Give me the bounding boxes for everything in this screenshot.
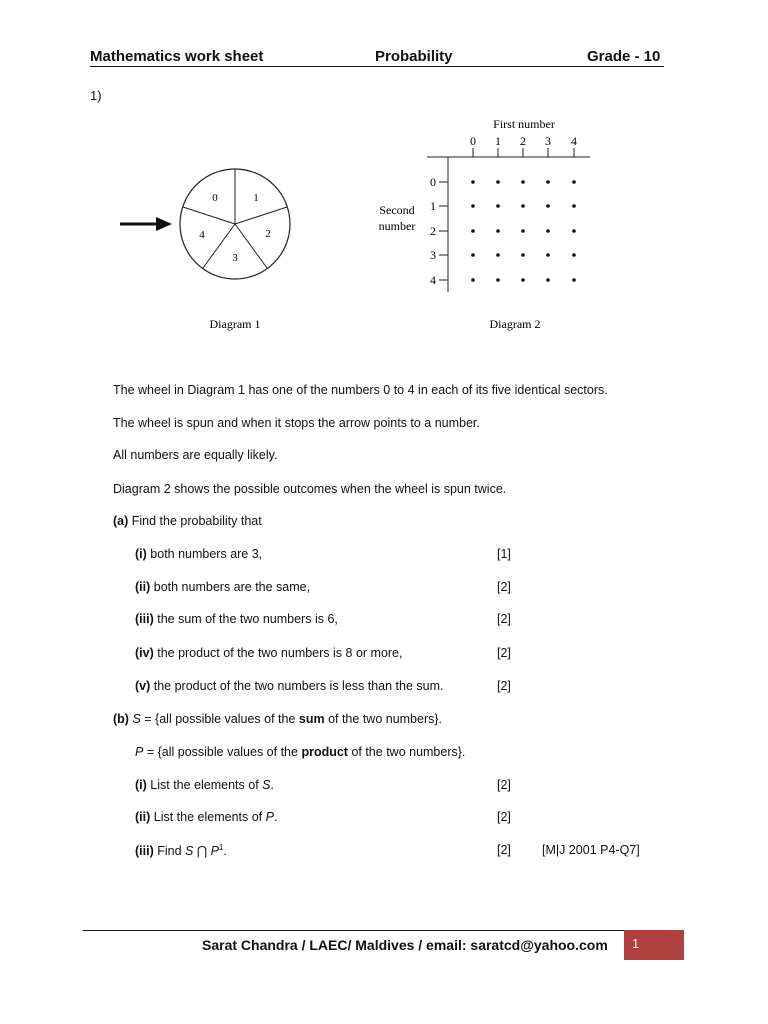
outcome-dot — [496, 204, 500, 208]
marks: [2] — [497, 646, 511, 660]
marks: [2] — [497, 612, 511, 626]
header-grade: Grade - 10 — [587, 48, 661, 65]
source-reference: [M|J 2001 P4-Q7] — [542, 843, 640, 857]
page-number-badge — [624, 930, 684, 960]
column-label: 2 — [520, 134, 526, 148]
sector-label: 2 — [265, 228, 271, 240]
marks: [2] — [497, 810, 511, 824]
marks: [2] — [497, 580, 511, 594]
outcome-dot — [572, 180, 576, 184]
outcome-dot — [496, 253, 500, 257]
set-p-definition: P = {all possible values of the product of the two numbers}. — [135, 745, 466, 759]
outcome-dot — [471, 278, 475, 282]
outcome-dot — [471, 229, 475, 233]
outcome-dot — [572, 278, 576, 282]
outcome-dot — [471, 204, 475, 208]
outcome-dot — [546, 229, 550, 233]
page-number: 1 — [632, 936, 640, 951]
marks: [2] — [497, 679, 511, 693]
footer-text: Sarat Chandra / LAEC/ Maldives / email: saratcd@yahoo.com — [202, 937, 608, 953]
row-label: 3 — [430, 248, 436, 262]
outcome-dot — [572, 204, 576, 208]
header-topic: Probability — [375, 48, 453, 65]
outcome-dot — [572, 229, 576, 233]
paragraph: Diagram 2 shows the possible outcomes when the wheel is spun twice. — [113, 482, 507, 496]
question-number: 1) — [90, 88, 102, 103]
paragraph: The wheel is spun and when it stops the arrow points to a number. — [113, 416, 480, 430]
part-b-item: (ii) List the elements of P. — [135, 810, 278, 824]
diagrams — [0, 100, 768, 350]
marks: [2] — [497, 778, 511, 792]
row-label: 0 — [430, 175, 436, 189]
outcome-dot — [546, 253, 550, 257]
side-axis-label: number — [378, 219, 416, 233]
outcome-dot — [546, 278, 550, 282]
part-a-item: (ii) both numbers are the same, — [135, 580, 311, 594]
side-axis-label: Second — [379, 203, 415, 217]
outcome-dot — [496, 229, 500, 233]
outcome-dot — [521, 229, 525, 233]
outcome-dot — [572, 253, 576, 257]
outcome-grid-diagram — [379, 117, 590, 331]
header-title: Mathematics work sheet — [90, 48, 264, 65]
diagram2-caption: Diagram 2 — [489, 317, 541, 331]
top-axis-label: First number — [493, 117, 555, 131]
pointer-arrow-icon — [120, 217, 172, 231]
part-b-item: (iii) Find S ⋂ $P^1$. — [135, 843, 227, 859]
marks: [1] — [497, 547, 511, 561]
outcome-dot — [471, 253, 475, 257]
diagram1-caption: Diagram 1 — [209, 317, 261, 331]
sector-divider — [235, 224, 267, 268]
row-label: 2 — [430, 224, 436, 238]
footer-rule — [83, 930, 684, 931]
sector-label: 0 — [212, 192, 218, 204]
part-a-heading: (a) Find the probability that — [113, 514, 262, 528]
part-a-item: (iv) the product of the two numbers is 8 or more, — [135, 646, 403, 660]
outcome-dot — [521, 253, 525, 257]
column-label: 0 — [470, 134, 476, 148]
outcome-dot — [496, 278, 500, 282]
marks: [2] — [497, 843, 511, 857]
sector-divider — [235, 207, 287, 224]
column-label: 3 — [545, 134, 551, 148]
sector-label: 1 — [253, 192, 259, 204]
wheel-diagram — [120, 169, 290, 331]
sector-divider — [183, 207, 235, 224]
column-label: 4 — [571, 134, 577, 148]
header-rule — [90, 66, 664, 67]
outcome-dot — [546, 204, 550, 208]
part-a-item: (iii) the sum of the two numbers is 6, — [135, 612, 338, 626]
row-label: 4 — [430, 273, 436, 287]
paragraph: All numbers are equally likely. — [113, 448, 278, 462]
part-b-item: (i) List the elements of S. — [135, 778, 274, 792]
outcome-dot — [521, 180, 525, 184]
outcome-dot — [471, 180, 475, 184]
part-b-heading: (b) S = {all possible values of the sum of the two numbers}. — [113, 712, 443, 726]
outcome-dot — [521, 278, 525, 282]
sector-label: 4 — [199, 229, 205, 241]
paragraph: The wheel in Diagram 1 has one of the numbers 0 to 4 in each of its five identical sectors. — [113, 383, 608, 397]
sector-divider — [203, 224, 235, 268]
outcome-dot — [496, 180, 500, 184]
outcome-dot — [546, 180, 550, 184]
sector-label: 3 — [232, 252, 238, 264]
part-a-item: (v) the product of the two numbers is less than the sum. — [135, 679, 444, 693]
column-label: 1 — [495, 134, 501, 148]
outcome-dot — [521, 204, 525, 208]
row-label: 1 — [430, 199, 436, 213]
part-a-item: (i) both numbers are 3, — [135, 547, 263, 561]
